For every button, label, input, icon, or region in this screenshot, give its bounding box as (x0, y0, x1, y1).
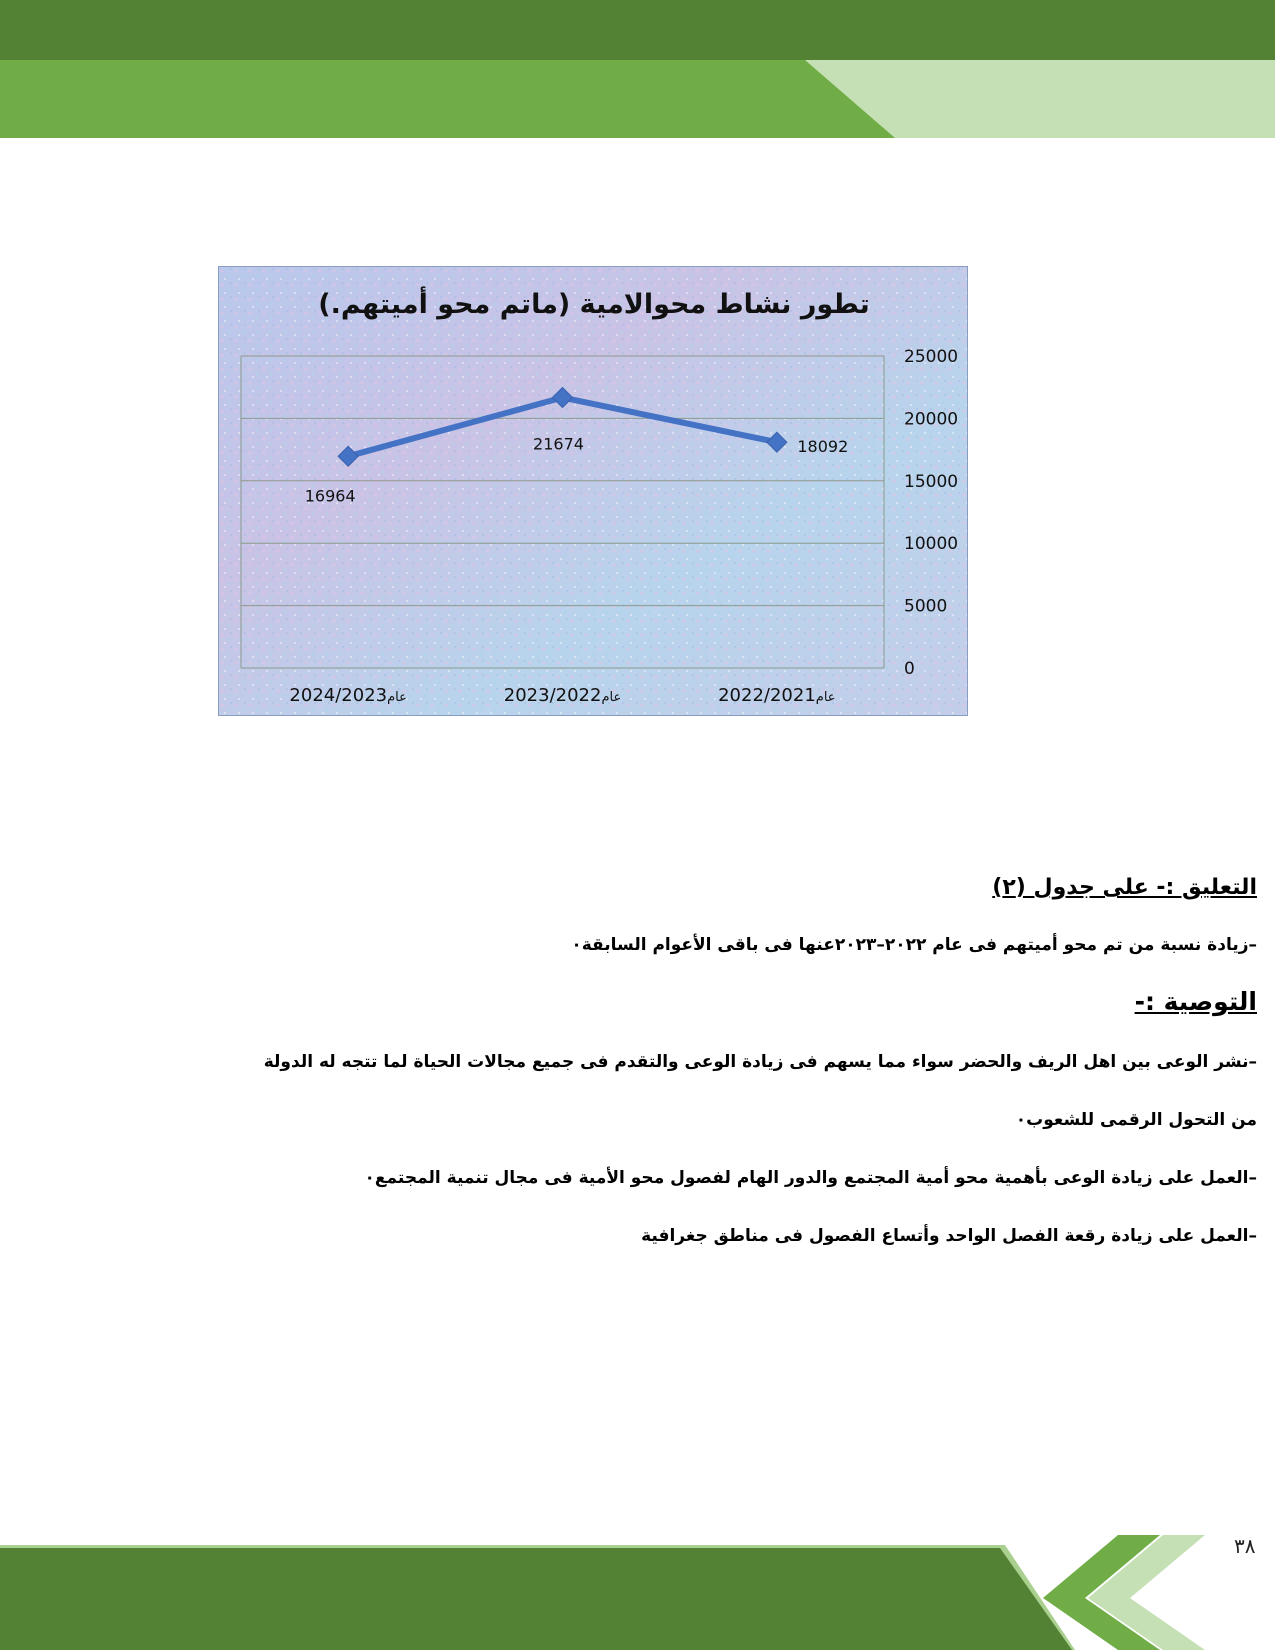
comment-line-1: –زيادة نسبة من تم محو أميتهم فى عام ٢٠٢٢–٢٠٢٣عنها فى باقى الأعوام السابقة٠ (571, 935, 1257, 955)
footer-banner (0, 1530, 1275, 1650)
comment-heading: التعليق :- على جدول (٢) (992, 875, 1257, 900)
x-tick-label: 2022/2021عام (718, 685, 836, 706)
header-banner (0, 0, 1275, 140)
header-mid-band (0, 60, 895, 138)
x-tick-label: 2023/2022عام (503, 685, 622, 706)
y-tick-label: 10000 (904, 534, 959, 555)
data-label: 18092 (797, 437, 849, 457)
y-tick-label: 25000 (904, 347, 959, 367)
recommendation-line-2: من التحول الرقمى للشعوب٠ (1015, 1110, 1257, 1130)
chart-title: تطور نشاط محوالامية (ماتم محو أميتهم.) (318, 289, 870, 320)
footer-dark-band (0, 1548, 1072, 1650)
header-dark-band (0, 0, 1275, 60)
y-tick-label: 20000 (904, 409, 959, 430)
chart-container (218, 266, 968, 716)
data-label: 21674 (533, 434, 584, 454)
line-chart (219, 267, 968, 716)
recommendation-line-3: –العمل على زيادة الوعى بأهمية محو أمية المجتمع والدور الهام لفصول محو الأمية فى مجال تنمية المجتمع٠ (364, 1168, 1257, 1188)
y-tick-label: 15000 (904, 471, 959, 492)
x-tick-label: 2024/2023عام (289, 685, 407, 706)
x-axis-ticks (289, 685, 835, 706)
y-tick-label: 5000 (904, 596, 948, 617)
recommendation-heading: التوصية :- (1134, 987, 1257, 1016)
recommendation-line-4: –العمل على زيادة رقعة الفصل الواحد وأتساع الفصول فى مناطق جغرافية (641, 1226, 1257, 1246)
recommendation-line-1: –نشر الوعى بين اهل الريف والحضر سواء مما يسهم فى زيادة الوعى والتقدم فى جميع مجالات الحياة لما تتجه له الدولة (263, 1052, 1257, 1072)
data-label: 16964 (304, 486, 356, 506)
y-tick-label: 0 (904, 659, 915, 679)
page-number: ٣٨ (1234, 1534, 1256, 1558)
